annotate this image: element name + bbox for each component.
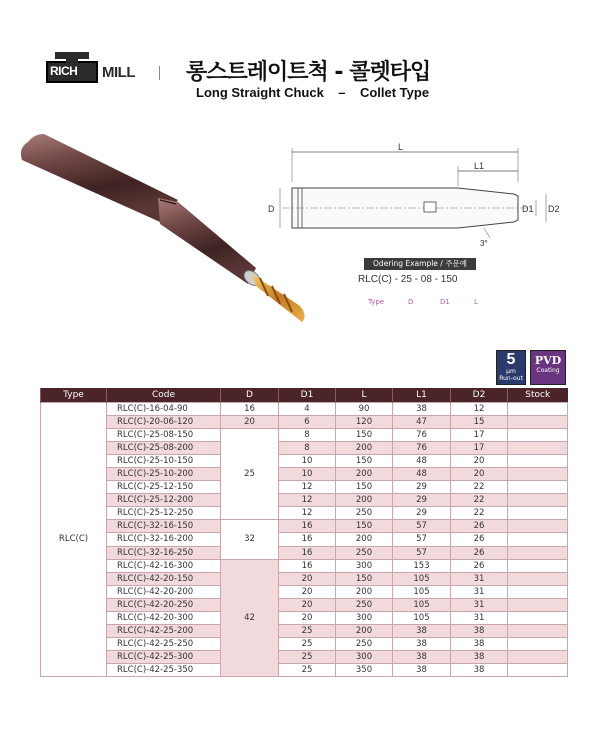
- runout-value: 5: [506, 351, 516, 368]
- d2-cell: 38: [451, 625, 508, 638]
- l1-cell: 153: [393, 559, 451, 572]
- l1-cell: 29: [393, 494, 451, 507]
- d2-cell: 22: [451, 481, 508, 494]
- stock-cell: [508, 546, 568, 559]
- code-cell: RLC(C)-42-20-150: [107, 572, 221, 585]
- l-cell: 200: [336, 494, 393, 507]
- code-cell: RLC(C)-25-10-200: [107, 467, 221, 480]
- col-header-d2: D2: [451, 388, 508, 402]
- dim-label-d2: D2: [548, 204, 560, 214]
- l1-cell: 48: [393, 467, 451, 480]
- d2-cell: 26: [451, 533, 508, 546]
- ordering-label-d: D: [408, 298, 414, 306]
- dim-label-angle: 3°: [480, 239, 488, 248]
- stock-cell: [508, 598, 568, 611]
- stock-cell: [508, 481, 568, 494]
- table-row: [41, 559, 568, 572]
- dim-label-d1: D1: [522, 204, 534, 214]
- code-cell: RLC(C)-20-06-120: [107, 415, 221, 428]
- ordering-example-heading: Odering Example / 주문예: [364, 258, 476, 270]
- table-row: [41, 481, 568, 494]
- d2-cell: 17: [451, 428, 508, 441]
- d1-cell: 20: [279, 572, 336, 585]
- stock-cell: [508, 572, 568, 585]
- d2-cell: 20: [451, 454, 508, 467]
- dimension-drawing: [262, 140, 592, 250]
- stock-cell: [508, 612, 568, 625]
- l-cell: 300: [336, 612, 393, 625]
- table-row: [41, 520, 568, 533]
- l-cell: 150: [336, 572, 393, 585]
- table-row: [41, 507, 568, 520]
- d2-cell: 31: [451, 612, 508, 625]
- page-title-korean: 롱스트레이트척 - 콜렛타입: [186, 60, 431, 85]
- d-group-cell: 32: [221, 520, 279, 559]
- d2-cell: 38: [451, 638, 508, 651]
- ordering-example: [358, 258, 558, 316]
- stock-cell: [508, 651, 568, 664]
- l-cell: 90: [336, 402, 393, 415]
- d2-cell: 38: [451, 664, 508, 677]
- l1-cell: 38: [393, 638, 451, 651]
- d2-cell: 26: [451, 520, 508, 533]
- d1-cell: 8: [279, 441, 336, 454]
- col-header-type: Type: [41, 388, 107, 402]
- table-row: [41, 402, 568, 415]
- d1-cell: 25: [279, 638, 336, 651]
- d1-cell: 12: [279, 507, 336, 520]
- d2-cell: 38: [451, 651, 508, 664]
- code-cell: RLC(C)-16-04-90: [107, 402, 221, 415]
- l1-cell: 29: [393, 481, 451, 494]
- l-cell: 150: [336, 520, 393, 533]
- l-cell: 150: [336, 454, 393, 467]
- l1-cell: 38: [393, 664, 451, 677]
- d2-cell: 31: [451, 572, 508, 585]
- runout-label: Run-out: [499, 375, 523, 382]
- stock-cell: [508, 559, 568, 572]
- logo-mill-text: MILL: [102, 64, 135, 81]
- code-cell: RLC(C)-42-25-250: [107, 638, 221, 651]
- table-row: [41, 612, 568, 625]
- table-row: [41, 494, 568, 507]
- code-cell: RLC(C)-32-16-250: [107, 546, 221, 559]
- l-cell: 250: [336, 598, 393, 611]
- code-cell: RLC(C)-42-20-200: [107, 585, 221, 598]
- l1-cell: 105: [393, 612, 451, 625]
- l-cell: 250: [336, 638, 393, 651]
- code-cell: RLC(C)-25-12-150: [107, 481, 221, 494]
- table-row: [41, 598, 568, 611]
- d-cell: 16: [221, 402, 279, 415]
- stock-cell: [508, 428, 568, 441]
- stock-cell: [508, 415, 568, 428]
- l-cell: 200: [336, 467, 393, 480]
- d1-cell: 25: [279, 625, 336, 638]
- d2-cell: 17: [451, 441, 508, 454]
- d1-cell: 20: [279, 585, 336, 598]
- code-cell: RLC(C)-42-25-300: [107, 651, 221, 664]
- l-cell: 200: [336, 585, 393, 598]
- stock-cell: [508, 454, 568, 467]
- code-cell: RLC(C)-42-25-200: [107, 625, 221, 638]
- l1-cell: 57: [393, 533, 451, 546]
- stock-cell: [508, 625, 568, 638]
- code-cell: RLC(C)-25-10-150: [107, 454, 221, 467]
- dim-label-l1: L1: [474, 161, 485, 171]
- d2-cell: 20: [451, 467, 508, 480]
- stock-cell: [508, 520, 568, 533]
- l-cell: 150: [336, 481, 393, 494]
- table-row: [41, 572, 568, 585]
- l1-cell: 29: [393, 507, 451, 520]
- d1-cell: 12: [279, 494, 336, 507]
- stock-cell: [508, 467, 568, 480]
- ordering-label-d1: D1: [440, 298, 450, 306]
- d1-cell: 16: [279, 559, 336, 572]
- d1-cell: 16: [279, 533, 336, 546]
- d-group-cell: 25: [221, 428, 279, 520]
- code-cell: RLC(C)-25-08-200: [107, 441, 221, 454]
- d1-cell: 12: [279, 481, 336, 494]
- code-cell: RLC(C)-25-12-250: [107, 507, 221, 520]
- d2-cell: 31: [451, 585, 508, 598]
- l1-cell: 38: [393, 402, 451, 415]
- ordering-label-l: L: [474, 298, 478, 306]
- d1-cell: 4: [279, 402, 336, 415]
- code-cell: RLC(C)-42-20-300: [107, 612, 221, 625]
- d1-cell: 16: [279, 546, 336, 559]
- l-cell: 150: [336, 428, 393, 441]
- page-title-english: Long Straight Chuck – Collet Type: [196, 85, 430, 100]
- logo-rich-text: RICH: [50, 64, 78, 78]
- table-row: [41, 585, 568, 598]
- code-cell: RLC(C)-25-08-150: [107, 428, 221, 441]
- l1-cell: 48: [393, 454, 451, 467]
- l-cell: 350: [336, 664, 393, 677]
- d1-cell: 10: [279, 454, 336, 467]
- d2-cell: 26: [451, 546, 508, 559]
- l-cell: 250: [336, 546, 393, 559]
- ordering-example-code: RLC(C) - 25 - 08 - 150: [358, 274, 458, 285]
- d1-cell: 25: [279, 651, 336, 664]
- code-cell: RLC(C)-42-20-250: [107, 598, 221, 611]
- d-cell: 20: [221, 415, 279, 428]
- stock-cell: [508, 664, 568, 677]
- d2-cell: 22: [451, 507, 508, 520]
- d1-cell: 25: [279, 664, 336, 677]
- d1-cell: 8: [279, 428, 336, 441]
- stock-cell: [508, 494, 568, 507]
- d2-cell: 12: [451, 402, 508, 415]
- code-cell: RLC(C)-42-16-300: [107, 559, 221, 572]
- table-row: [41, 441, 568, 454]
- table-row: [41, 454, 568, 467]
- pvd-coating-badge: [530, 350, 566, 385]
- code-cell: RLC(C)-32-16-200: [107, 533, 221, 546]
- l1-cell: 38: [393, 651, 451, 664]
- l-cell: 200: [336, 441, 393, 454]
- d1-cell: 20: [279, 612, 336, 625]
- l1-cell: 57: [393, 546, 451, 559]
- l-cell: 120: [336, 415, 393, 428]
- coating-label: Coating: [536, 367, 560, 374]
- code-cell: RLC(C)-32-16-150: [107, 520, 221, 533]
- code-cell: RLC(C)-25-12-200: [107, 494, 221, 507]
- col-header-d: D: [221, 388, 279, 402]
- type-cell: RLC(C): [41, 402, 107, 677]
- dim-label-l: L: [398, 142, 404, 152]
- rich-mill-logo: [46, 52, 158, 86]
- spec-table: [40, 388, 568, 677]
- l1-cell: 105: [393, 585, 451, 598]
- table-header-row: [41, 388, 568, 402]
- col-header-d1: D1: [279, 388, 336, 402]
- l1-cell: 76: [393, 428, 451, 441]
- d1-cell: 10: [279, 467, 336, 480]
- d2-cell: 26: [451, 559, 508, 572]
- l1-cell: 38: [393, 625, 451, 638]
- col-header-l1: L1: [393, 388, 451, 402]
- table-row: [41, 415, 568, 428]
- l1-cell: 105: [393, 572, 451, 585]
- stock-cell: [508, 585, 568, 598]
- header-divider: [159, 66, 160, 80]
- coating-title: PVD: [534, 354, 562, 367]
- stock-cell: [508, 507, 568, 520]
- table-row: [41, 651, 568, 664]
- d1-cell: 20: [279, 598, 336, 611]
- table-row: [41, 546, 568, 559]
- l1-cell: 105: [393, 598, 451, 611]
- l-cell: 250: [336, 507, 393, 520]
- dim-label-d: D: [268, 204, 275, 214]
- d2-cell: 22: [451, 494, 508, 507]
- code-cell: RLC(C)-42-25-350: [107, 664, 221, 677]
- l-cell: 200: [336, 533, 393, 546]
- stock-cell: [508, 533, 568, 546]
- d-group-cell: 42: [221, 559, 279, 677]
- d1-cell: 6: [279, 415, 336, 428]
- table-row: [41, 625, 568, 638]
- l-cell: 200: [336, 625, 393, 638]
- stock-cell: [508, 402, 568, 415]
- table-row: [41, 638, 568, 651]
- ordering-label-type: Type: [368, 298, 385, 306]
- table-row: [41, 467, 568, 480]
- table-row: [41, 428, 568, 441]
- d2-cell: 15: [451, 415, 508, 428]
- runout-badge: [496, 350, 526, 385]
- stock-cell: [508, 441, 568, 454]
- d2-cell: 31: [451, 598, 508, 611]
- l-cell: 300: [336, 559, 393, 572]
- l-cell: 300: [336, 651, 393, 664]
- l1-cell: 47: [393, 415, 451, 428]
- l1-cell: 57: [393, 520, 451, 533]
- table-row: [41, 533, 568, 546]
- col-header-stock: Stock: [508, 388, 568, 402]
- stock-cell: [508, 638, 568, 651]
- col-header-code: Code: [107, 388, 221, 402]
- l1-cell: 76: [393, 441, 451, 454]
- table-row: [41, 664, 568, 677]
- runout-unit: μm: [506, 368, 516, 375]
- col-header-l: L: [336, 388, 393, 402]
- d1-cell: 16: [279, 520, 336, 533]
